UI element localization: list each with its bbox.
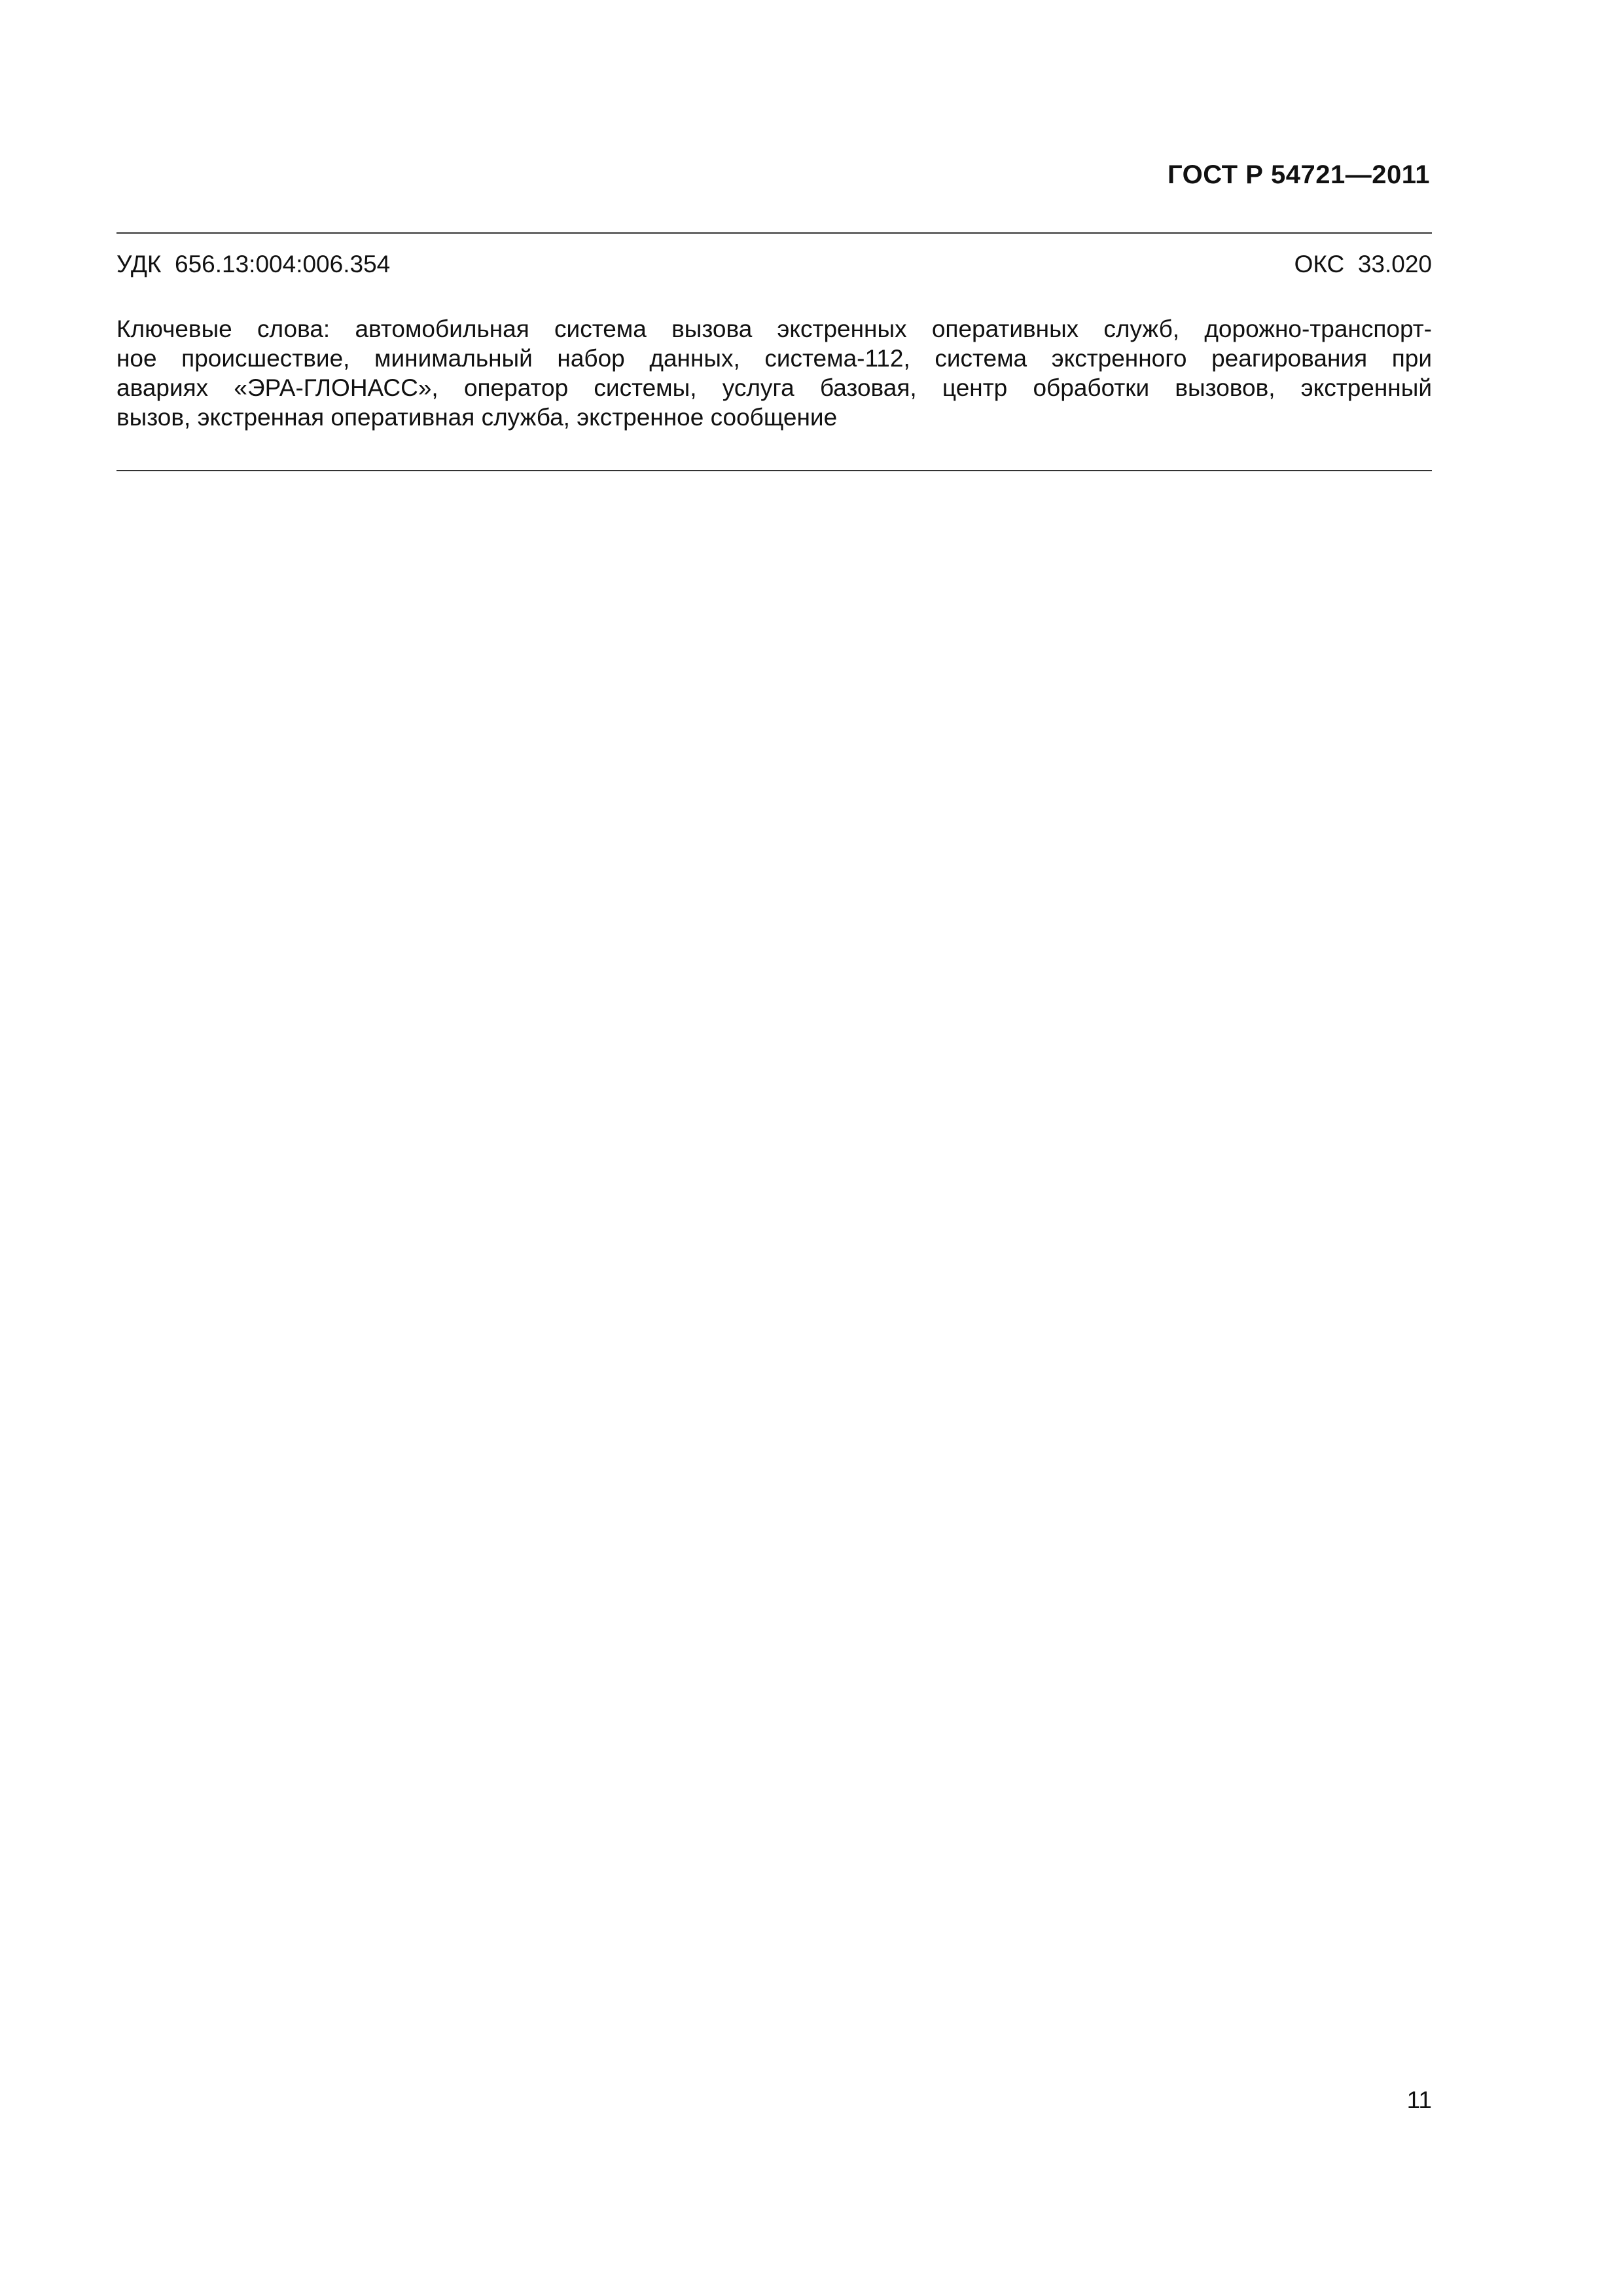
standard-designation: ГОСТ Р 54721—2011 bbox=[1168, 160, 1430, 189]
top-divider bbox=[116, 232, 1432, 234]
keywords-line-2: ное происшествие, минимальный набор данных, система-112, система экстренного реагирования при bbox=[116, 345, 1432, 372]
keywords-line-3: авариях «ЭРА-ГЛОНАСС», оператор системы, услуга базовая, центр обработки вызовов, экстренный bbox=[116, 374, 1432, 401]
keywords-paragraph bbox=[116, 314, 1432, 432]
keywords-line-4: вызов, экстренная оперативная служба, экстренное сообщение bbox=[116, 404, 838, 431]
oks-code: ОКС 33.020 bbox=[1294, 251, 1432, 278]
udk-code: УДК 656.13:004:006.354 bbox=[116, 251, 391, 278]
keywords-line-1: Ключевые слова: автомобильная система вызова экстренных оперативных служб, дорожно-транспорт- bbox=[116, 315, 1432, 342]
classification-row bbox=[116, 251, 1432, 278]
page-number: 11 bbox=[1406, 2087, 1432, 2113]
bottom-divider bbox=[116, 470, 1432, 471]
